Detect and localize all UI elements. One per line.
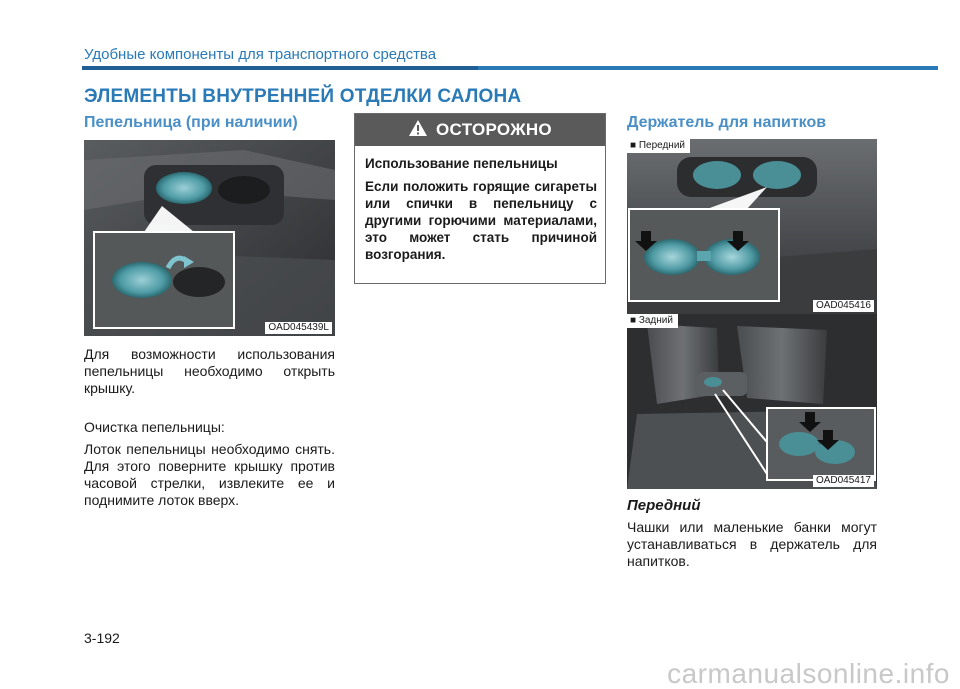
front-image-code: OAD045416 — [813, 300, 874, 312]
cupholder-paragraph: Чашки или маленькие банки могут устанавливаться в держатель для напитков. — [627, 519, 877, 569]
warning-triangle-icon — [408, 119, 428, 142]
ashtray-paragraph-3: Лоток пепельницы необходимо снять. Для этого поверните крышку против часовой стрелки, извлеките ее и поднимите лоток вверх. — [84, 441, 335, 508]
ashtray-paragraph-1: Для возможности использования пепельницы необходимо открыть крышку. — [84, 346, 335, 396]
ashtray-image-code: OAD045439L — [265, 322, 332, 334]
ashtray-photo — [84, 140, 335, 336]
header-title: Удобные компоненты для транспортного средства — [84, 46, 437, 63]
warning-title: Использование пепельницы — [365, 156, 558, 171]
ashtray-subtitle: Пепельница (при наличии) — [84, 114, 298, 131]
front-label: ■ Передний — [627, 139, 690, 153]
rear-cupholder-photo — [627, 314, 877, 489]
rear-image-code: OAD045417 — [813, 475, 874, 487]
header-bar-accent — [82, 66, 478, 70]
warning-header — [355, 114, 605, 146]
front-italic-heading: Передний — [627, 497, 701, 514]
rear-label: ■ Задний — [627, 314, 678, 328]
cupholder-subtitle: Держатель для напитков — [627, 114, 827, 131]
warning-box — [354, 113, 606, 284]
warning-text: Если положить горящие сигареты или спички в пепельницу с другими горючими материалами, это может стать причиной возгорания. — [365, 179, 597, 262]
section-title: ЭЛЕМЕНТЫ ВНУТРЕННЕЙ ОТДЕЛКИ САЛОНА — [84, 86, 522, 107]
ashtray-paragraph-2: Очистка пепельницы: — [84, 419, 225, 435]
front-cupholder-photo — [627, 139, 877, 314]
warning-heading: ОСТОРОЖНО — [436, 120, 552, 139]
page-number: 3-192 — [84, 630, 120, 646]
watermark: carmanualsonline.info — [667, 658, 950, 689]
